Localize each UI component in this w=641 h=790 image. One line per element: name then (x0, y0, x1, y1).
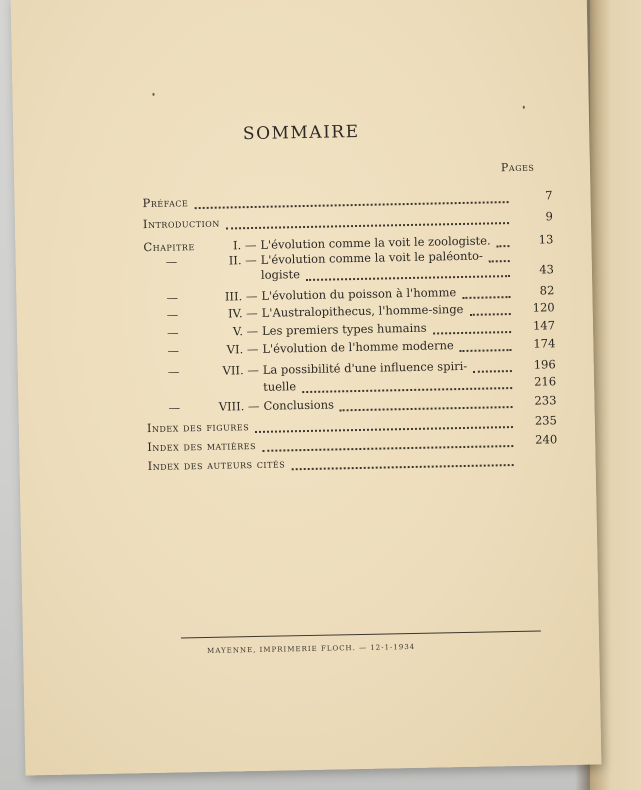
page-number: 216 (533, 374, 557, 389)
entry-title: Index des figures (146, 419, 250, 436)
chapter-number: II. — (228, 252, 257, 268)
page-number: 9 (545, 209, 554, 224)
dot-leader (459, 339, 511, 352)
dot-leader (302, 377, 512, 393)
page-number: 147 (532, 318, 556, 333)
dot-leader (306, 265, 510, 281)
entry-title: L'évolution comme la voit le zoologiste. (260, 233, 491, 252)
printer-colophon: MAYENNE, IMPRIMERIE FLOCH. — 12-1-1934 (207, 642, 416, 655)
dot-leader (255, 416, 513, 433)
ditto-dash: — (165, 254, 178, 269)
dot-leader (462, 286, 510, 299)
entry-title: L'évolution comme la voit le paléonto- (260, 248, 483, 267)
entry-title: Les premiers types humains (261, 320, 427, 338)
ditto-dash: — (166, 325, 179, 340)
page-number: 233 (534, 393, 557, 408)
chapter-number: VIII. — (218, 398, 260, 414)
entry-title: logiste (260, 267, 301, 282)
page-number: 120 (532, 300, 555, 315)
dot-leader (226, 212, 509, 229)
chapter-number: I. — (232, 237, 257, 253)
paper-speck (523, 106, 525, 109)
chapter-prefix: Chapitre (143, 239, 195, 255)
page-number: 82 (539, 283, 555, 298)
book-page (11, 0, 602, 775)
entry-title: tuelle (262, 379, 297, 394)
page-number (517, 451, 557, 452)
ditto-dash: — (167, 364, 180, 379)
entry-title: L'évolution du poisson à l'homme (261, 285, 457, 303)
dot-leader (470, 303, 511, 316)
ditto-dash: — (168, 400, 181, 415)
dot-leader (262, 435, 513, 452)
dot-leader (433, 321, 511, 334)
footer-rule (181, 631, 541, 639)
entry-title: Introduction (142, 215, 220, 232)
entry-title: Index des auteurs cités (147, 456, 286, 474)
dot-leader (473, 360, 512, 373)
page-number: 174 (533, 336, 556, 351)
entry-title: Conclusions (263, 397, 335, 413)
ditto-dash: — (166, 307, 179, 322)
dot-leader (339, 396, 512, 411)
chapter-number: V. — (232, 323, 259, 339)
dot-leader (292, 454, 514, 470)
toc-title: SOMMAIRE (242, 121, 360, 145)
page-number: 13 (538, 232, 554, 247)
entry-title: Préface (142, 195, 189, 211)
dot-leader (194, 191, 508, 209)
chapter-number: IV. — (227, 305, 258, 321)
page-number: 196 (533, 357, 556, 372)
ditto-dash: — (166, 290, 179, 305)
dot-leader (489, 250, 510, 262)
ditto-dash: — (167, 343, 180, 358)
page-number: 235 (534, 413, 557, 428)
page-number (514, 247, 554, 248)
chapter-number: VI. — (226, 341, 259, 357)
page-number: 7 (545, 188, 553, 203)
page-number: 240 (535, 432, 558, 447)
entry-title: L'Australopithecus, l'homme-singe (261, 301, 464, 320)
entry-title: La possibilité d'une influence spiri- (262, 358, 468, 377)
chapter-number: III. — (224, 288, 258, 304)
page-number: 43 (539, 262, 555, 277)
entry-title: Index des matières (147, 437, 257, 455)
paper-speck (152, 93, 154, 96)
entry-title: L'évolution de l'homme moderne (262, 338, 454, 356)
dot-leader (496, 235, 509, 247)
pages-column-header: Pages (500, 160, 535, 175)
chapter-number: VII. — (222, 362, 259, 378)
